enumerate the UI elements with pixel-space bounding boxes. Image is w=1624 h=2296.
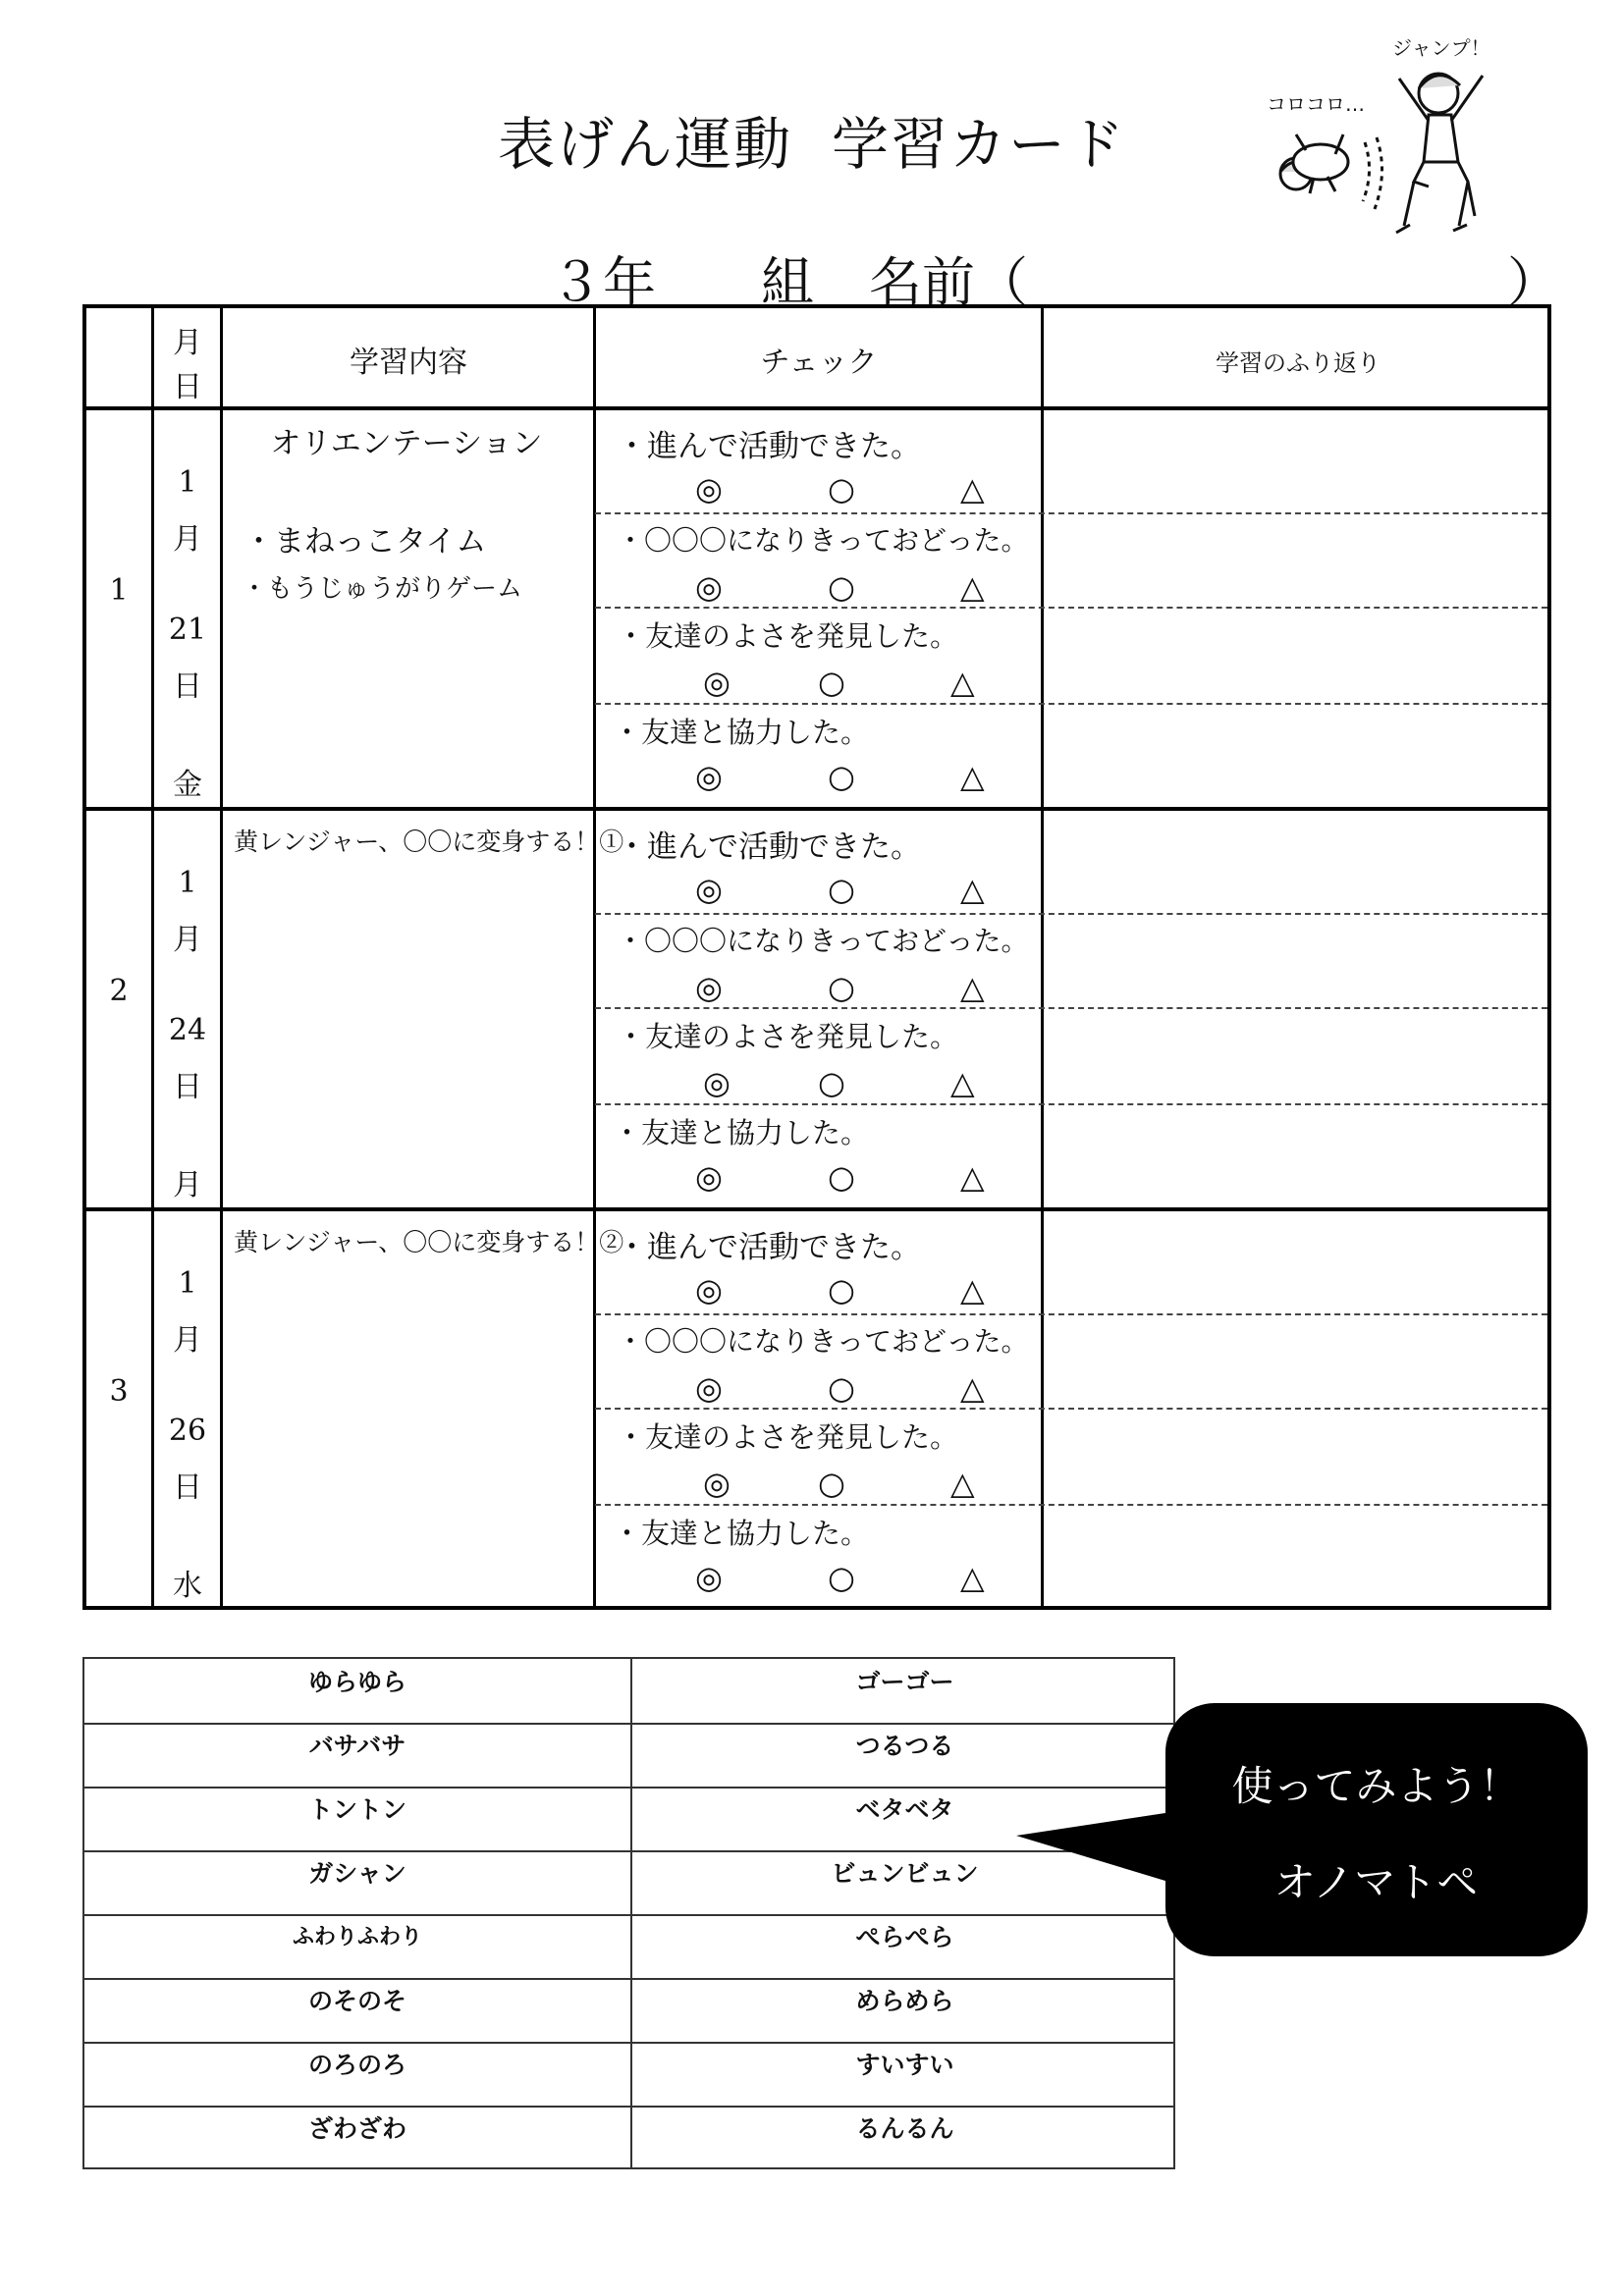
content-title: オリエンテーション [270,426,543,461]
double-circle-icon[interactable]: ◎ [695,871,723,908]
date-day: 26 [168,1414,207,1448]
check-item-label: ・進んで活動できた。 [617,429,921,464]
table-cell: ゴーゴー [630,1659,1177,1723]
illus-label-jump: ジャンプ！ [1392,36,1490,60]
table-row [84,2106,1173,2169]
table-cell: つるつる [630,1723,1177,1787]
callout-line2: オノマトペ [1273,1858,1479,1906]
double-circle-icon[interactable]: ◎ [695,1369,723,1407]
triangle-icon[interactable]: △ [960,470,985,507]
check-options[interactable] [597,1158,1039,1198]
triangle-icon[interactable]: △ [960,568,985,606]
double-circle-icon[interactable]: ◎ [695,1559,723,1596]
check-item-label: ・友達と協力した。 [613,1116,870,1149]
header-reflection: 学習のふり返り [1216,349,1380,377]
triangle-icon[interactable]: △ [950,1064,975,1101]
check-options[interactable] [597,1064,1039,1103]
date-day: 24 [168,1013,207,1047]
circle-icon[interactable]: ○ [818,664,845,701]
circle-icon[interactable]: ○ [828,1369,855,1407]
date-month-unit: 月 [173,522,202,557]
date-weekday: 水 [173,1569,202,1603]
table-cell: るんるん [630,2106,1177,2169]
session-number: 3 [109,1374,129,1409]
kids-illustration [1267,25,1522,245]
table-row [84,1914,1173,1980]
check-item-label: ・〇〇〇になりきっておどった。 [617,524,1029,557]
date-day: 21 [168,613,207,647]
table-row [84,1723,1173,1789]
check-item-label: ・友達のよさを発見した。 [617,1420,959,1454]
date-month: 1 [178,465,197,500]
title-main: 表げん運動 [497,111,792,178]
date-day-unit: 日 [173,669,202,704]
table-cell: のそのそ [307,1987,406,2015]
check-options[interactable] [597,664,1039,703]
table-cell: のろのろ [307,2051,406,2079]
table-cell: トントン [307,1795,406,1824]
name-close-paren: ） [1507,251,1560,313]
title-sub: 学習カード [832,111,1127,178]
table-cell: バサバサ [308,1732,406,1760]
date-month-unit: 月 [173,1323,202,1358]
check-item-label: ・友達のよさを発見した。 [617,619,959,653]
circle-icon[interactable]: ○ [818,1064,845,1101]
col-divider [220,308,223,1606]
illus-label-rolling: コロコロ… [1267,92,1365,116]
table-cell: めらめら [630,1978,1177,2042]
double-circle-icon[interactable]: ◎ [695,1158,723,1196]
reflection-area[interactable] [1045,410,1551,1608]
check-item-label: ・〇〇〇になりきっておどった。 [617,925,1029,957]
session-date [155,1207,220,1608]
col-divider [151,308,154,1606]
table-cell: ベタベタ [630,1787,1177,1850]
check-options[interactable] [597,568,1039,608]
check-options[interactable] [597,1559,1039,1598]
learning-table [82,304,1551,1610]
class-label: 組 [761,251,814,313]
double-circle-icon[interactable]: ◎ [695,568,723,606]
date-weekday: 月 [173,1168,202,1202]
check-options[interactable] [597,1369,1039,1409]
check-item-label: ・友達と協力した。 [613,716,870,749]
triangle-icon[interactable]: △ [960,1271,985,1308]
col-divider [1041,308,1044,1606]
circle-icon[interactable]: ○ [828,568,855,606]
name-line [0,240,1624,313]
table-cell: ビュンビュン [630,1850,1177,1914]
check-item-label: ・〇〇〇になりきっておどった。 [617,1325,1029,1358]
table-row [84,1659,1173,1725]
check-item-label: ・友達のよさを発見した。 [617,1020,959,1053]
check-item-label: ・進んで活動できた。 [617,1230,921,1265]
circle-icon[interactable]: ○ [828,758,855,795]
circle-icon[interactable]: ○ [828,470,855,507]
triangle-icon[interactable]: △ [960,1559,985,1596]
circle-icon[interactable]: ○ [818,1465,845,1502]
circle-icon[interactable]: ○ [828,1158,855,1196]
content-title: 黄レンジャー、〇〇に変身する！① [234,828,624,856]
triangle-icon[interactable]: △ [960,1369,985,1407]
triangle-icon[interactable]: △ [960,1158,985,1196]
content-title: 黄レンジャー、〇〇に変身する！② [234,1228,624,1256]
content-item: ・まねっこタイム [244,524,487,560]
date-day-unit: 日 [173,1470,202,1505]
session-number: 2 [109,974,129,1008]
header-check: チェック [760,346,878,380]
double-circle-icon[interactable]: ◎ [695,969,723,1006]
table-cell: ふわりふわり [292,1925,422,1949]
triangle-icon[interactable]: △ [960,871,985,908]
date-month: 1 [178,866,197,900]
check-options[interactable] [597,1271,1039,1310]
table-cell: ざわざわ [307,2114,406,2143]
header-month: 月 [173,326,202,360]
callout [1164,1703,1589,1956]
circle-icon[interactable]: ○ [828,1559,855,1596]
date-weekday: 金 [173,768,202,802]
check-options[interactable] [597,871,1039,910]
double-circle-icon[interactable]: ◎ [695,1271,723,1308]
table-row [84,1850,1173,1916]
triangle-icon[interactable]: △ [960,969,985,1006]
header-content: 学習内容 [350,346,467,380]
name-field[interactable]: 名前（ [869,251,1028,313]
table-row [84,2042,1173,2108]
check-item-label: ・友達と協力した。 [613,1517,870,1550]
date-day-unit: 日 [173,1070,202,1104]
content-item: ・もうじゅうがりゲーム [242,574,523,604]
session-number: 1 [109,573,129,608]
table-cell: ガシャン [308,1859,406,1888]
double-circle-icon[interactable]: ◎ [703,664,731,701]
double-circle-icon[interactable]: ◎ [695,758,723,795]
circle-icon[interactable]: ○ [828,871,855,908]
table-cell: ぺらぺら [630,1914,1177,1978]
check-options[interactable] [597,758,1039,797]
triangle-icon[interactable]: △ [950,1465,975,1502]
session-date [155,406,220,807]
col-divider [593,308,596,1606]
triangle-icon[interactable]: △ [950,664,975,701]
table-cell: ゆらゆら [307,1668,406,1696]
date-month: 1 [178,1266,197,1301]
date-month-unit: 月 [173,923,202,957]
callout-line1: 使ってみよう！ [1231,1762,1521,1810]
table-row [84,1787,1173,1852]
circle-icon[interactable]: ○ [828,969,855,1006]
double-circle-icon[interactable]: ◎ [695,470,723,507]
check-options[interactable] [597,1465,1039,1504]
session-date [155,807,220,1207]
header-day: 日 [173,370,202,404]
table-cell: すいすい [630,2042,1177,2106]
double-circle-icon[interactable]: ◎ [703,1064,731,1101]
circle-icon[interactable]: ○ [828,1271,855,1308]
check-options[interactable] [597,969,1039,1008]
grade-label: ３年 [550,251,656,313]
double-circle-icon[interactable]: ◎ [703,1465,731,1502]
check-options[interactable] [597,470,1039,509]
table-row [84,1978,1173,2044]
triangle-icon[interactable]: △ [960,758,985,795]
check-item-label: ・進んで活動できた。 [617,829,921,865]
